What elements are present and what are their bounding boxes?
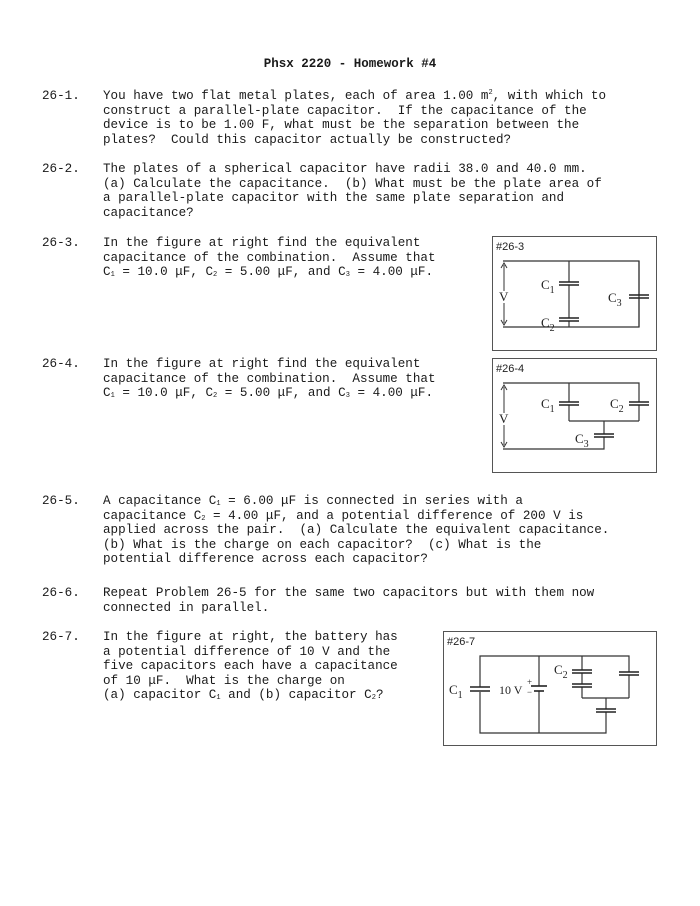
text-line: connected in parallel. — [103, 600, 270, 615]
figure-26-7 — [443, 631, 657, 746]
c1-label: $C_1$ — [541, 277, 555, 296]
circuit-diagram-26-3 — [493, 237, 656, 350]
text-line: In the figure at right, the battery has — [103, 630, 398, 644]
subscript: 1 — [216, 694, 221, 703]
circuit-diagram-26-4 — [493, 359, 656, 472]
text-line: device is to be 1.00 F, what must be the separation between the — [103, 118, 580, 133]
capacitor-c2 — [629, 402, 649, 405]
problem-text — [103, 357, 436, 401]
circuit-wires — [503, 383, 639, 449]
voltage-label: V — [499, 411, 509, 426]
c1-label: $C_1$ — [449, 682, 463, 701]
text-line: capacitance? — [103, 205, 194, 220]
problem-number: 26-2. — [42, 162, 80, 176]
figure-26-3 — [492, 236, 657, 351]
text-line: capacitance of the combination. Assume that — [103, 250, 436, 265]
c3-label: $C_3$ — [575, 431, 589, 450]
c3-label: $C_3$ — [608, 290, 622, 309]
capacitor-c3 — [594, 434, 614, 437]
problem-text — [103, 586, 594, 615]
capacitor-c2-series — [572, 684, 592, 687]
text-line: $C_1 = 10.0$ μF, $C_2 = 5.00$ μF, and $C_3 = 4.00$ μF. — [103, 265, 434, 280]
capacitor-c2 — [559, 318, 579, 321]
c2-label: $C_2$ — [610, 396, 624, 415]
problem-number: 26-1. — [42, 89, 80, 103]
text-line: construct a parallel-plate capacitor. If the capacitance of the — [103, 103, 587, 118]
text-line: five capacitors each have a capacitance — [103, 659, 398, 674]
page-title: Phsx 2220 - Homework #4 — [263, 57, 437, 71]
voltage-label: V — [499, 289, 509, 304]
c2-label: $C_2$ — [554, 662, 568, 681]
problem-number: 26-7. — [42, 630, 80, 644]
capacitor-c1 — [559, 282, 579, 285]
text-line: (a) capacitor $C_1$ and (b) capacitor $C_2$? — [103, 688, 384, 703]
text-line: (a) Calculate the capacitance. (b) What must be the plate area of — [103, 176, 602, 191]
subscript: 1 — [110, 271, 115, 280]
text-line: capacitance of the combination. Assume that — [103, 371, 436, 386]
problem-number: 26-4. — [42, 357, 80, 371]
circuit-wires — [503, 261, 639, 327]
text-line: In the figure at right find the equivalent — [103, 357, 421, 371]
text-line: potential difference across each capacitor? — [103, 552, 428, 567]
subscript: 3 — [345, 271, 350, 280]
text-line: applied across the pair. (a) Calculate the equivalent capacitance. — [103, 523, 610, 538]
subscript: 1 — [216, 500, 221, 508]
subscript: 1 — [110, 392, 115, 401]
subscript: 2 — [371, 694, 376, 703]
capacitor-bottom — [596, 709, 616, 712]
c1-label: $C_1$ — [541, 396, 555, 415]
text-line: You have two flat metal plates, each of area 1.00 $m^2$, with which to — [103, 89, 607, 103]
figure-label: #26-7 — [447, 636, 476, 648]
battery-minus-sign: − — [527, 687, 533, 697]
battery-10v — [531, 686, 547, 691]
text-line: $C_1 = 10.0$ μF, $C_2 = 5.00$ μF, and $C_3 = 4.00$ μF. — [103, 386, 434, 401]
battery-plus-sign: + — [527, 677, 533, 687]
text-line: Repeat Problem 26-5 for the same two capacitors but with them now — [103, 586, 595, 600]
text-line: a potential difference of 10 V and the — [103, 644, 391, 659]
capacitor-c1 — [470, 687, 490, 691]
text-line: of 10 μF. What is the charge on — [103, 673, 345, 688]
figure-26-4 — [492, 358, 657, 473]
circuit-diagram-26-7 — [444, 632, 656, 745]
text-line: capacitance $C_2 = 4.00$ μF, and a potential difference of 200 V is — [103, 508, 584, 523]
problem-text — [103, 630, 398, 703]
superscript: 2 — [488, 89, 493, 97]
subscript: 3 — [345, 392, 350, 401]
subscript: 2 — [201, 514, 206, 523]
figure-label: #26-3 — [496, 241, 525, 253]
subscript: 2 — [213, 271, 218, 280]
text-line: plates? Could this capacitor actually be constructed? — [103, 132, 512, 147]
problem-text — [103, 162, 602, 220]
problem-number: 26-3. — [42, 236, 80, 250]
text-line: In the figure at right find the equivalent — [103, 236, 421, 250]
text-line: The plates of a spherical capacitor have radii 38.0 and 40.0 mm. — [103, 162, 587, 176]
problem-text — [103, 89, 606, 147]
text-line: A capacitance $C_1 = 6.00$ μF is connected in series with a — [103, 494, 523, 508]
capacitor-c1 — [559, 402, 579, 405]
c2-label: $C_2$ — [541, 315, 555, 334]
capacitor-c2 — [572, 670, 592, 673]
problem-text — [103, 494, 609, 567]
problem-text — [103, 236, 436, 280]
text-line: a parallel-plate capacitor with the same plate separation and — [103, 191, 565, 206]
figure-label: #26-4 — [496, 363, 525, 375]
problem-number: 26-6. — [42, 586, 80, 600]
problem-number: 26-5. — [42, 494, 80, 508]
text-line: (b) What is the charge on each capacitor? (c) What is the — [103, 537, 542, 552]
capacitor-right — [619, 672, 639, 675]
subscript: 2 — [213, 392, 218, 401]
battery-label: 10 V — [499, 683, 523, 697]
